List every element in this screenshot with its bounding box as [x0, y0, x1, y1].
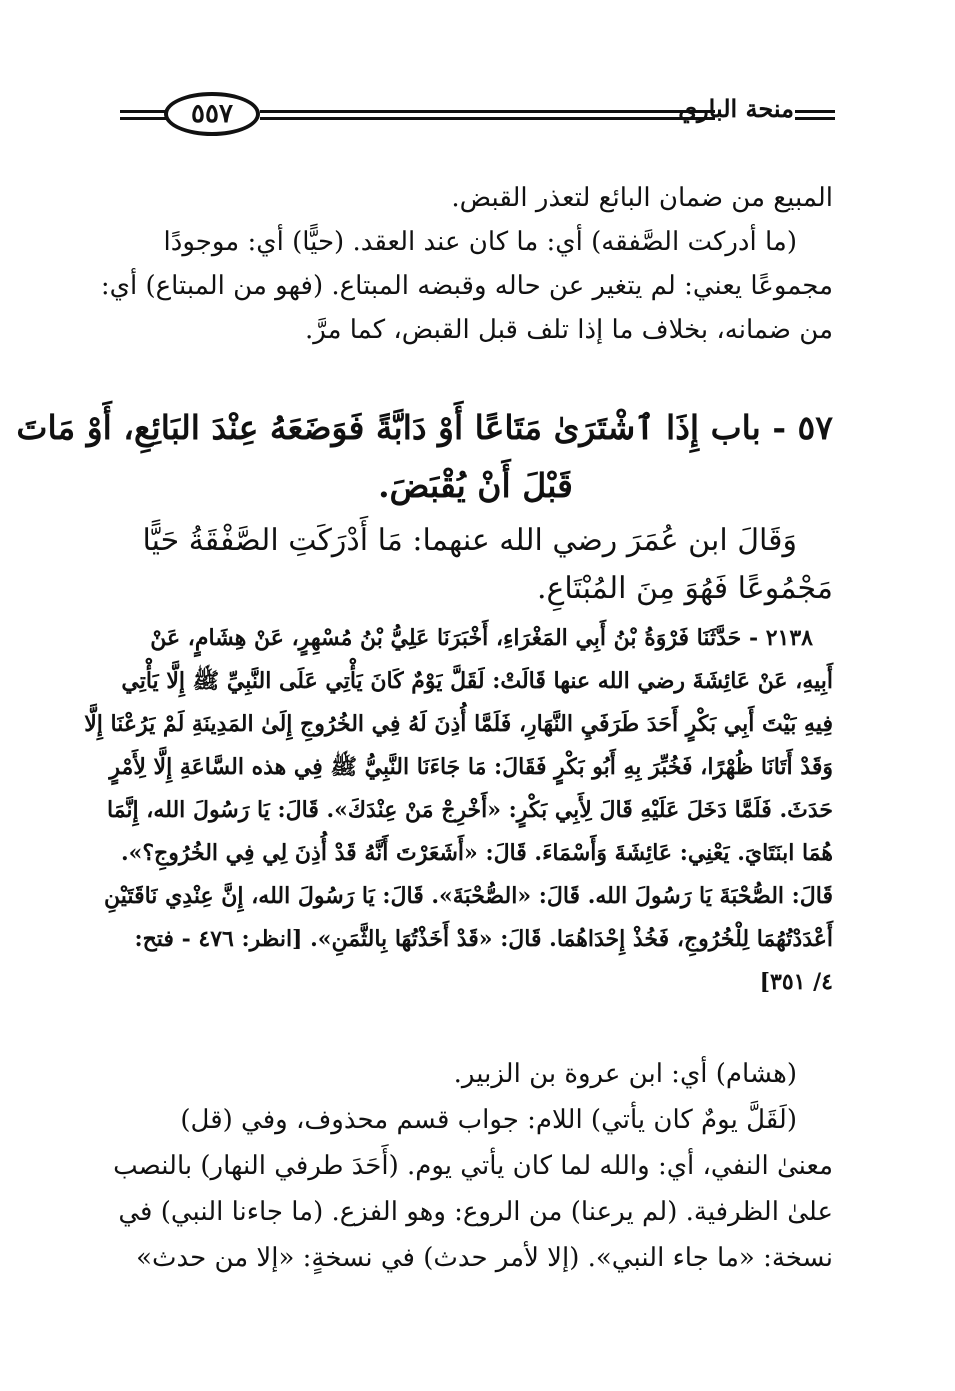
header-rule-right — [795, 110, 835, 120]
commentary-line: من ضمانه، بخلاف ما إذا تلف قبل القبض، كما مرَّ. — [304, 315, 833, 345]
hadith-line: وَقَدْ أَتَانَا ظُهْرًا، فَخُبِّرَ بِهِ أَبُو بَكْرٍ فَقَالَ: مَا جَاءَنَا النَّبِيُّ ﷺ فِي هذه السَّاعَةِ إِلَّا لِأَمْرٍ — [109, 754, 833, 780]
hadith-reference: ٤/ ٣٥١] — [759, 969, 833, 995]
hadith-line: قَالَ: الصُّحْبَةَ يَا رَسُولَ الله. قَالَ: «الصُّحْبَةَ». قَالَ: يَا رَسُولَ الله، إِنَّ عِنْدِي نَاقَتَيْنِ — [104, 883, 833, 909]
quote-line: مَجْمُوعًا فَهُوَ مِنَ المُبْتَاعِ. — [536, 571, 833, 606]
book-title: منحة الباري — [678, 94, 794, 123]
hadith-line: حَدَثَ. فَلَمَّا دَخَلَ عَلَيْهِ قَالَ لِأَبِي بَكْرٍ: «أَخْرِجْ مَنْ عِنْدَكَ». قَالَ: يَا رَسُولَ الله، إِنَّمَا — [106, 797, 833, 823]
hadith-line: أَبِيهِ، عَنْ عَائِشَةَ رضي الله عنها قَالَتْ: لَقَلَّ يَوْمٌ كَانَ يَأْتِي عَلَى النَّبِيِّ ﷺ إِلَّا يَأْتِي — [121, 668, 833, 694]
chapter-heading-line: قَبْلَ أَنْ يُقْبَضَ. — [378, 466, 573, 505]
header-rule-left — [120, 110, 166, 120]
running-header — [120, 88, 835, 140]
commentary-line: نسخة: «ما جاء النبي». (إلا لأمر حدث) في نسخةٍ: «إلا من حدث» — [136, 1243, 833, 1273]
commentary-line: علىٰ الظرفية. (لم يرعنا) من الروع: وهو الفزع. (ما جاءنا النبي) في — [118, 1197, 833, 1227]
commentary-line: (هشام) أي: ابن عروة بن الزبير. — [453, 1059, 797, 1089]
hadith-line: هُمَا ابنَتَايَ. يَعْنِي: عَائِشَةَ وَأَسْمَاءَ. قَالَ: «أَشَعَرْتَ أَنَّهُ قَدْ أُذِنَ لِي فِي الخُرُوجِ؟». — [120, 840, 833, 866]
quote-line: وَقَالَ ابن عُمَرَ رضي الله عنهما: مَا أَدْرَكَتِ الصَّفْقَةُ حَيًّا — [142, 523, 797, 558]
page-number-oval — [164, 92, 260, 136]
commentary-line: (ما أدركت الصَّفقه) أي: ما كان عند العقد. (حيًّا) أي: موجودًا — [163, 227, 797, 257]
hadith-line: أَعْدَدْتُهُمَا لِلْخُرُوجِ، فَخُذْ إِحْدَاهُمَا. قَالَ: «قَدْ أَخَذْتُهَا بِالثَّمَنِ». [انظر: ٤٧٦ - فتح: — [134, 926, 833, 952]
commentary-line: (لَقَلَّ يومٌ كان يأتي) اللام: جواب قسم محذوف، وفي (قل) — [180, 1105, 797, 1135]
page-number: ٥٥٧ — [191, 99, 233, 129]
header-rule-middle — [260, 110, 715, 120]
commentary-line: معنىٰ النفي، أي: والله لما كان يأتي يوم. (أَحَدَ طرفي النهار) بالنصب — [113, 1151, 833, 1181]
hadith-line: ٢١٣٨ - حَدَّثَنَا فَرْوَةُ بْنُ أَبِي المَغْرَاءِ، أَخْبَرَنَا عَلِيُّ بْنُ مُسْهِرٍ، عَنْ هِشَامٍ، عَنْ — [150, 625, 813, 651]
hadith-line: فِيهِ بَيْتَ أَبِي بَكْرٍ أَحَدَ طَرَفَيِ النَّهَارِ، فَلَمَّا أُذِنَ لَهُ فِي الخُرُوجِ إِلَىٰ المَدِينَةِ لَمْ يَرُعْنَا إِلَّا — [84, 711, 833, 737]
chapter-heading-line: ٥٧ - باب إِذَا ٱشْتَرَىٰ مَتَاعًا أَوْ دَابَّةً فَوَضَعَهُ عِنْدَ البَائِعِ، أَوْ مَاتَ — [16, 408, 833, 447]
commentary-line: المبيع من ضمان البائع لتعذر القبض. — [451, 183, 833, 213]
commentary-line: مجموعًا يعني: لم يتغير عن حاله وقبضه المبتاع. (فهو من المبتاع) أي: — [100, 271, 833, 301]
